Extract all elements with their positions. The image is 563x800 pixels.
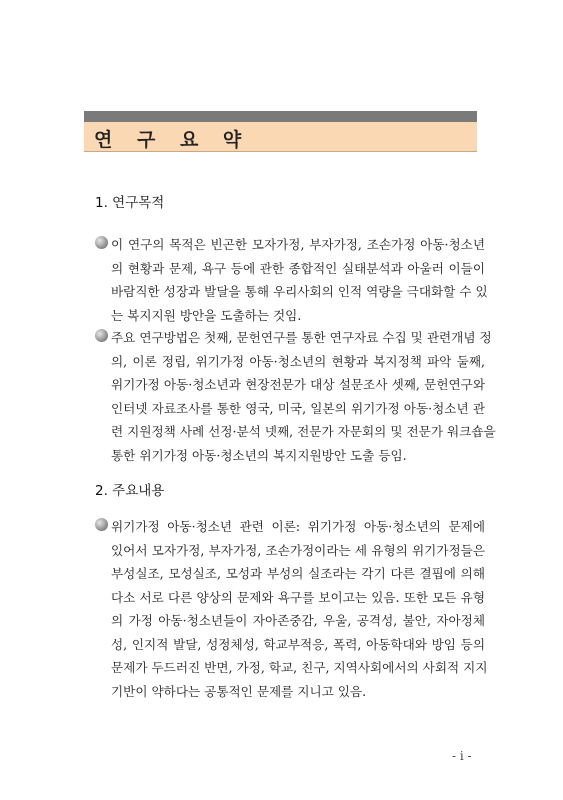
title-top-bar	[84, 111, 477, 122]
text-line: 는 복지지원 방안을 도출하는 것임.	[111, 307, 302, 323]
page-title: 연 구 요 약	[94, 129, 251, 151]
text-line: 문제가 두드러진 반면, 가정, 학교, 친구, 지역사회에서의 사회적 지지	[111, 660, 488, 675]
text-line: 의 가정 아동·청소년들이 자아존중감, 우울, 공격성, 불안, 자아정체	[111, 613, 485, 628]
text-line: 다소 서로 다른 양상의 문제와 욕구를 보이고는 있음. 또한 모든 유형	[111, 589, 485, 605]
text-line: 련 지원정책 사례 선정·분석 넷째, 전문가 자문회의 및 전문가 워크숍을	[111, 424, 496, 439]
text-line: 위기가정 아동·청소년과 현장전문가 대상 설문조사 셋째, 문헌연구와	[111, 377, 485, 392]
section-heading-purpose: 1. 연구목적	[95, 195, 165, 211]
text-line: 주요 연구방법은 첫째, 문헌연구를 통한 연구자료 수집 및 관련개념 정	[111, 330, 492, 345]
section-heading-contents: 2. 주요내용	[95, 483, 165, 499]
text-line: 통한 위기가정 아동·청소년의 복지지원방안 도출 등임.	[111, 447, 407, 463]
text-line: 바람직한 성장과 발달을 통해 우리사회의 인적 역량을 극대화할 수 있	[111, 284, 488, 299]
bullet-icon	[95, 518, 108, 531]
title-box	[84, 122, 477, 152]
page-number: - i -	[452, 749, 472, 763]
text-line: 성, 인지적 발달, 성정체성, 학교부적응, 폭력, 아동학대와 방임 등의	[111, 636, 485, 652]
text-line: 이 연구의 목적은 빈곤한 모자가정, 부자가정, 조손가정 아동·청소년	[111, 237, 485, 252]
text-line: 있어서 모자가정, 부자가정, 조손가정이라는 세 유형의 위기가정들은	[111, 542, 485, 558]
bullet-icon	[95, 329, 108, 342]
text-line: 의, 이론 정립, 위기가정 아동·청소년의 현황과 복지정책 파악 둘째,	[111, 353, 485, 369]
text-line: 위기가정 아동·청소년 관련 이론: 위기가정 아동·청소년의 문제에	[111, 519, 485, 534]
bullet-icon	[95, 236, 108, 249]
text-line: 기반이 약하다는 공통적인 문제를 지니고 있음.	[111, 683, 367, 699]
text-line: 의 현황과 문제, 욕구 등에 관한 종합적인 실태분석과 아울러 이들이	[111, 260, 485, 276]
text-line: 인터넷 자료조사를 통한 영국, 미국, 일본의 위기가정 아동·청소년 관	[111, 400, 485, 416]
text-line: 부성실조, 모성실조, 모성과 부성의 실조라는 각기 다른 결핍에 의해	[111, 566, 485, 581]
